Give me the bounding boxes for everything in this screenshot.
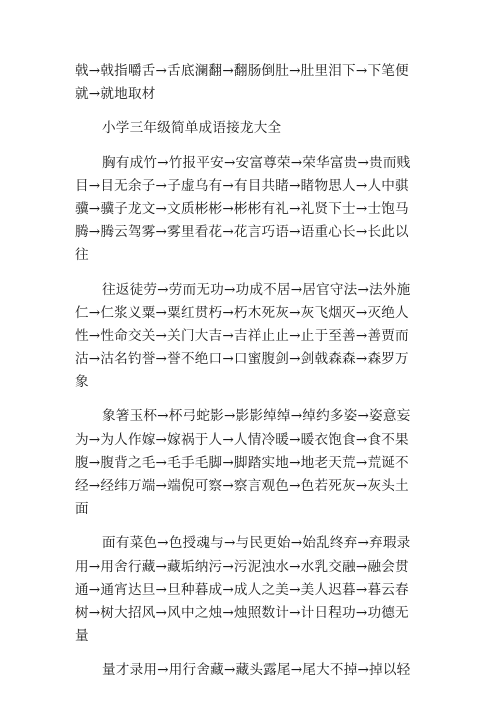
text-line: 往返徒劳→劳而无功→功成不居→居官守法→法外施 [102,281,411,298]
document-page [75,60,427,683]
text-line: 沽→沽名钓誉→誉不绝口→口蜜腹剑→剑戟森森→森罗万 [75,351,409,368]
paragraph [75,279,427,395]
text-line: 腾→腾云驾雾→雾里看花→花言巧语→语重心长→长此以 [75,224,409,241]
text-line: 往 [75,247,89,264]
text-line: 树→树大招风→风中之烛→烛照数计→计日程功→功德无 [75,604,409,621]
text-line: 仁→仁浆义粟→粟红贯朽→朽木死灰→灰飞烟灭→灭绝人 [75,304,409,321]
text-line: 量 [75,628,89,645]
text-line: 腹→腹背之毛→毛手毛脚→脚踏实地→地老天荒→荒诞不 [75,454,409,471]
paragraph [75,405,427,521]
text-line: 性→性命交关→关门大吉→吉祥止止→止于至善→善贾而 [75,327,409,344]
text-line: 面有菜色→色授魂与→与民更始→始乱终弃→弃瑕录 [102,535,411,552]
text-line: 面 [75,501,89,518]
text-line: 为→为人作嫁→嫁祸于人→人情冷暖→暖衣饱食→食不果 [75,431,409,448]
paragraph [75,152,427,268]
text-line: 用→用舍行藏→藏垢纳污→污泥浊水→水乳交融→融会贯 [75,558,409,575]
text-line: 象 [75,374,89,391]
top-paragraph [75,60,427,106]
text-line: 通→通宵达旦→旦种暮成→成人之美→美人迟暮→暮云春 [75,581,409,598]
paragraph [75,532,427,648]
section-heading: 小学三年级简单成语接龙大全 [102,120,282,137]
text-line: 经→经纬万端→端倪可察→察言观色→色若死灰→灰头土 [75,478,409,494]
text-line: 戟→戟指嚼舌→舌底澜翻→翻肠倒肚→肚里泪下→下笔便 [75,63,409,79]
paragraph [75,659,427,682]
text-line: 胸有成竹→竹报平安→安富尊荣→荣华富贵→贵而贱 [102,154,411,171]
text-line: 目→目无余子→子虚乌有→有目共睹→睹物思人→人中骐 [75,177,409,194]
text-line: 骥→骥子龙文→文质彬彬→彬彬有礼→礼贤下士→士饱马 [75,200,409,217]
text-line: 就→就地取材 [75,86,156,103]
text-line: 量才录用→用行舍藏→藏头露尾→尾大不掉→掉以轻 [102,662,411,679]
text-line: 象箸玉杯→杯弓蛇影→影影绰绰→绰约多姿→姿意妄 [102,408,411,425]
